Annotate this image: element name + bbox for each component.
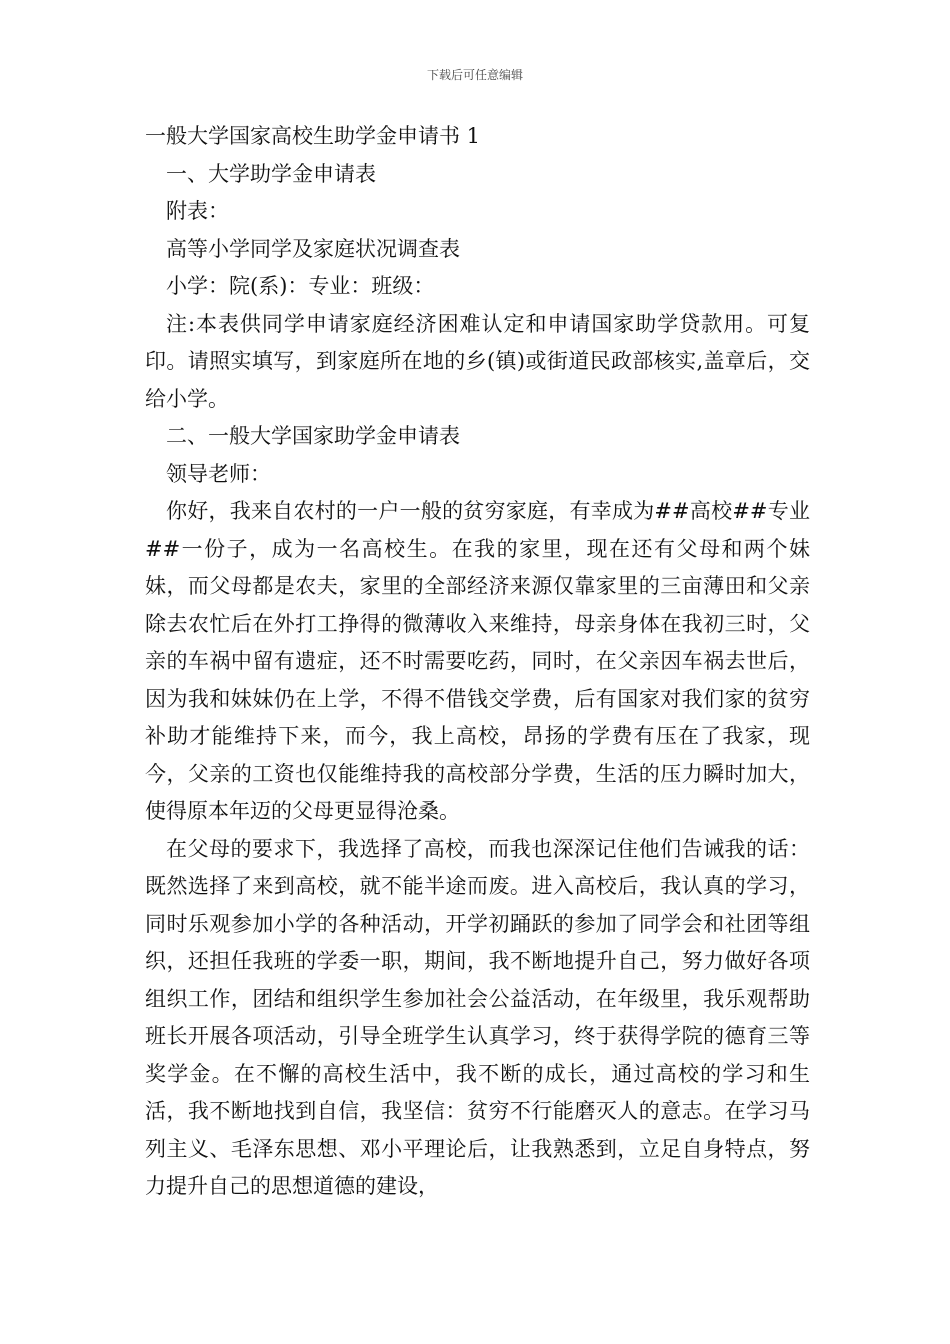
fields-line: 小学：院(系)：专业：班级： (166, 274, 435, 298)
body-paragraph-2: 在父母的要求下，我选择了高校，而我也深深记住他们告诫我的话：既然选择了来到高校，就不能半途而废。进入高校后，我认真的学习，同时乐观参加小学的各种活动，开学初踊跃的参加了同学会和社团等组织，还担任我班的学委一职，期间，我不断地提升自己，努力做好各项组织工作，团结和组织学生参加社会公益活动，在年级里，我乐观帮助班长开展各项活动，引导全班学生认真学习，终于获得学院的德育三等奖学金。在不懈的高校生活中，我不断的成长，通过高校的学习和生活，我不断地找到自信，我坚信：贫穷不行能磨灭人的意志。在学习马列主义、毛泽东思想、邓小平理论后，让我熟悉到，立足自身特点，努力提升自己的思想道德的建设， (145, 836, 810, 1198)
section2-heading: 二、一般大学国家助学金申请表 (166, 424, 460, 448)
salutation: 领导老师： (166, 461, 271, 486)
survey-title: 高等小学同学及家庭状况调查表 (166, 236, 460, 261)
document-body (145, 118, 810, 1206)
attachment-label: 附表： (166, 199, 229, 223)
section1-heading: 一、大学助学金申请表 (166, 161, 376, 186)
body-paragraph-1: 你好，我来自农村的一户一般的贫穷家庭，有幸成为##高校##专业##一份子，成为一名高校生。在我的家里，现在还有父母和两个妹妹，而父母都是农夫，家里的全部经济来源仅靠家里的三亩薄田和父亲除去农忙后在外打工挣得的微薄收入来维持，母亲身体在我初三时，父亲的车祸中留有遗症，还不时需要吃药，同时，在父亲因车祸去世后，因为我和妹妹仍在上学，不得不借钱交学费，后有国家对我们家的贫穷补助才能维持下来，而今，我上高校，昂扬的学费有压在了我家，现今，父亲的工资也仅能维持我的高校部分学费，生活的压力瞬时加大，使得原本年迈的父母更显得沧桑。 (145, 499, 810, 823)
note-paragraph: 注:本表供同学申请家庭经济困难认定和申请国家助学贷款用。可复印。请照实填写，到家庭所在地的乡(镇)或街道民政部核实,盖章后，交给小学。 (145, 311, 810, 411)
document-title: 一般大学国家高校生助学金申请书 1 (145, 124, 481, 148)
header-note: 下载后可任意编辑 (426, 68, 523, 82)
